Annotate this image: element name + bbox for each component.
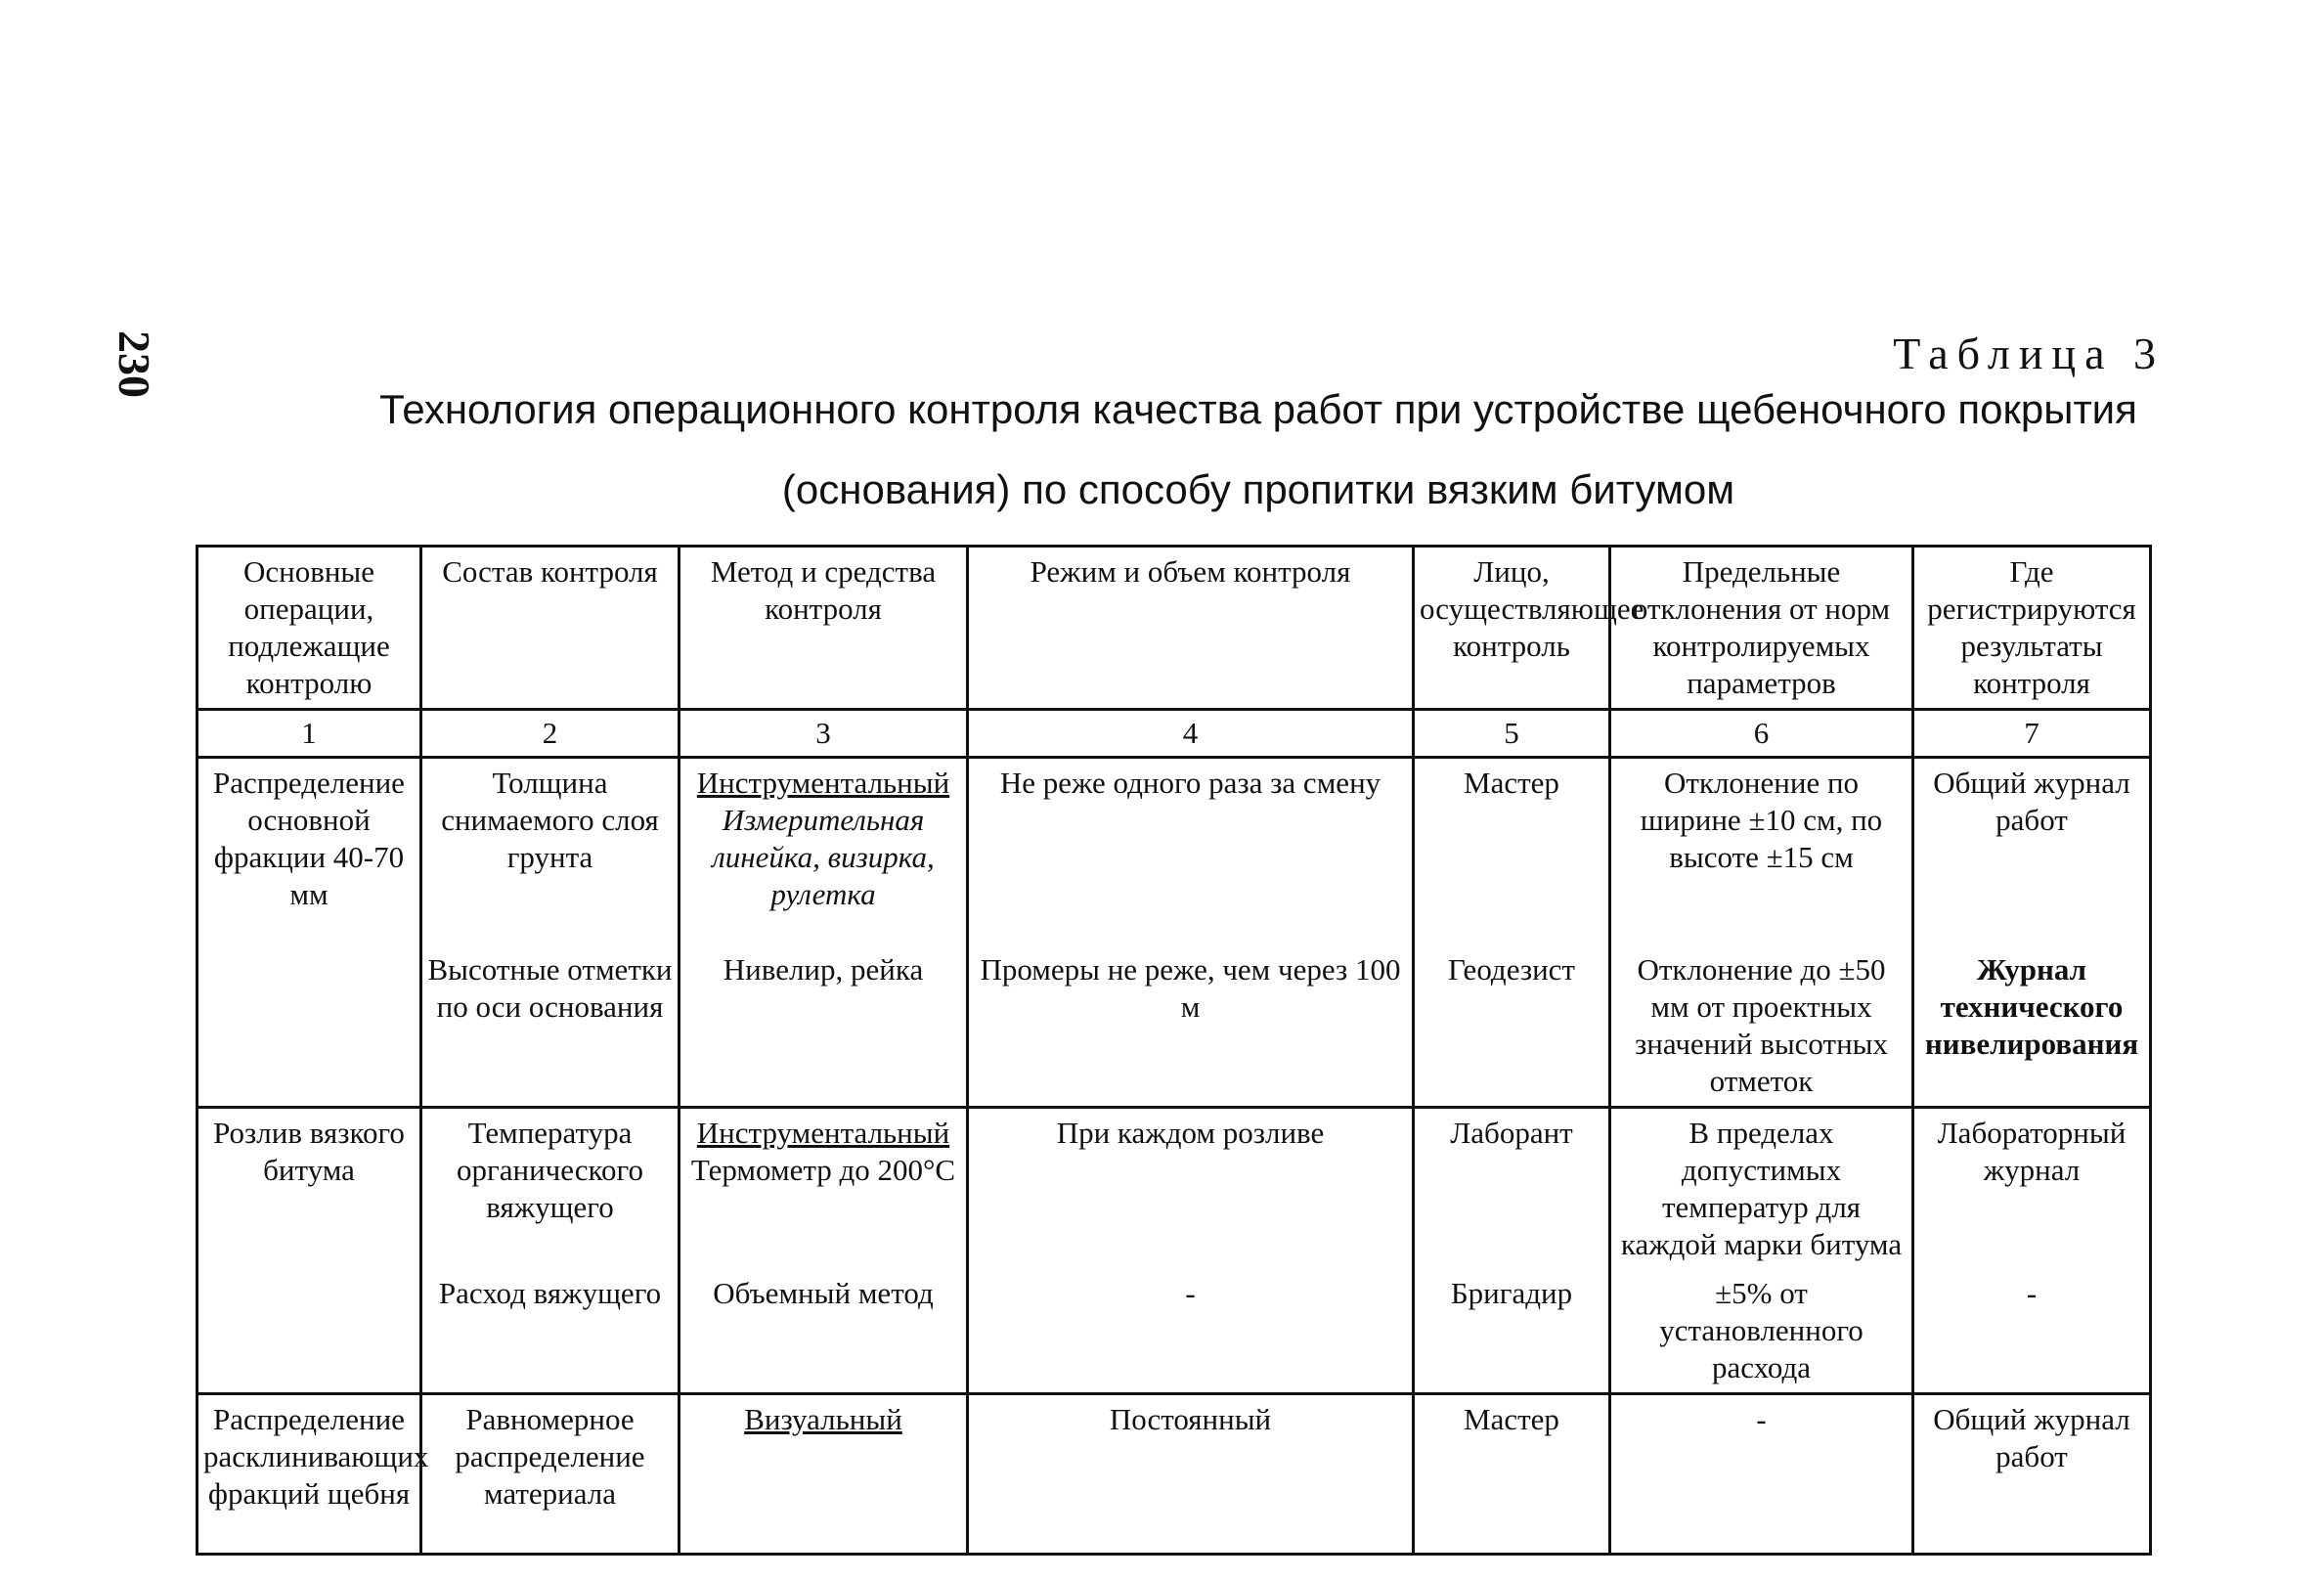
method-cell: Нивелир, рейка: [680, 945, 968, 1108]
mode-cell: -: [968, 1269, 1414, 1394]
deviation-cell: -: [1610, 1393, 1913, 1554]
deviation-cell: В пределах допустимых температур для каждой марки битума: [1610, 1107, 1913, 1269]
table-row: [197, 1107, 2151, 1269]
method-cell: [680, 1393, 968, 1554]
composition-cell: Высотные отметки по оси основания: [421, 945, 680, 1108]
method-cell: Объемный метод: [680, 1269, 968, 1394]
method-type: Инструментальный: [696, 1115, 950, 1150]
composition-cell: Температура органического вяжущего: [421, 1107, 680, 1269]
column-number: 6: [1610, 710, 1913, 758]
header-record: Где регистрируются результаты контроля: [1913, 547, 2151, 710]
deviation-cell: Отклонение по ширине ±10 см, по высоте ±15 см: [1610, 758, 1913, 945]
header-mode: Режим и объем контроля: [968, 547, 1414, 710]
person-cell: Мастер: [1414, 758, 1610, 945]
header-deviation: Предельные отклонения от норм контролируемых параметров: [1610, 547, 1913, 710]
mode-cell: При каждом розливе: [968, 1107, 1414, 1269]
column-number: 7: [1913, 710, 2151, 758]
composition-cell: Равномерное распределение материала: [421, 1393, 680, 1554]
operation-cell: Распределение расклинивающих фракций щебня: [197, 1393, 421, 1554]
column-number: 1: [197, 710, 421, 758]
page-number: 230: [110, 330, 159, 398]
column-number: 5: [1414, 710, 1610, 758]
record-cell: -: [1913, 1269, 2151, 1394]
column-number-row: [197, 710, 2151, 758]
record-cell: Общий журнал работ: [1913, 758, 2151, 945]
operation-cell: Розлив вязкого битума: [197, 1107, 421, 1393]
person-cell: Бригадир: [1414, 1269, 1610, 1394]
table-row: [197, 1269, 2151, 1394]
column-number: 4: [968, 710, 1414, 758]
method-type: Визуальный: [744, 1401, 902, 1436]
operation-cell: Распределение основной фракции 40-70 мм: [197, 758, 421, 1108]
method-type: Инструментальный: [696, 766, 950, 800]
table-title: [323, 370, 2194, 530]
person-cell: Лаборант: [1414, 1107, 1610, 1269]
mode-cell: Промеры не реже, чем через 100 м: [968, 945, 1414, 1108]
method-cell: [680, 1107, 968, 1269]
composition-cell: Расход вяжущего: [421, 1269, 680, 1394]
header-row: [197, 547, 2151, 710]
method-cell: [680, 758, 968, 945]
column-number: 2: [421, 710, 680, 758]
header-composition: Состав контроля: [421, 547, 680, 710]
control-table: [196, 545, 2152, 1556]
deviation-cell: Отклонение до ±50 мм от проектных значений высотных отметок: [1610, 945, 1913, 1108]
method-tools: Измерительная линейка, визирка, рулетка: [712, 803, 935, 911]
person-cell: Мастер: [1414, 1393, 1610, 1554]
record-cell: Журнал технического нивелирования: [1913, 945, 2151, 1108]
header-person: Лицо, осуществляющее контроль: [1414, 547, 1610, 710]
header-operations: Основные операции, подлежащие контролю: [197, 547, 421, 710]
record-cell: Лабораторный журнал: [1913, 1107, 2151, 1269]
title-line-1: Технология операционного контроля качества работ при устройстве щебеночного покрытия: [379, 386, 2137, 432]
record-cell: Общий журнал работ: [1913, 1393, 2151, 1554]
table-row: [197, 758, 2151, 945]
title-line-2: (основания) по способу пропитки вязким битумом: [781, 466, 1735, 512]
person-cell: Геодезист: [1414, 945, 1610, 1108]
column-number: 3: [680, 710, 968, 758]
header-method: Метод и средства контроля: [680, 547, 968, 710]
table-label: Таблица 3: [1893, 329, 2165, 378]
table-row: [197, 945, 2151, 1108]
deviation-cell: ±5% от установленного расхода: [1610, 1269, 1913, 1394]
table-row: [197, 1393, 2151, 1554]
method-tools: Термометр до 200°С: [690, 1152, 956, 1187]
mode-cell: Постоянный: [968, 1393, 1414, 1554]
composition-cell: Толщина снимаемого слоя грунта: [421, 758, 680, 945]
mode-cell: Не реже одного раза за смену: [968, 758, 1414, 945]
